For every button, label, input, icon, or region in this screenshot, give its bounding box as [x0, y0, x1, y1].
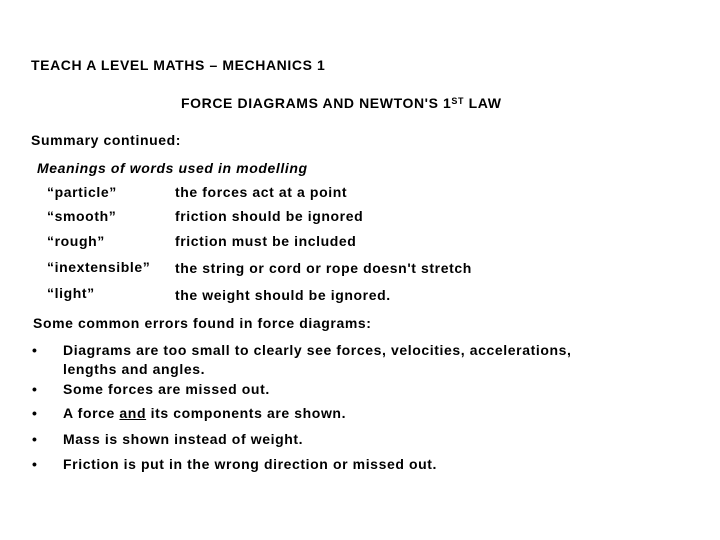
meaning-inextensible: the string or cord or rope doesn't stretch	[175, 260, 472, 276]
term-inextensible: “inextensible”	[47, 259, 151, 275]
error-item-3	[63, 404, 346, 422]
bullet-icon: •	[32, 405, 38, 421]
term-smooth: “smooth”	[47, 208, 117, 224]
meanings-heading: Meanings of words used in modelling	[37, 160, 308, 176]
term-rough: “rough”	[47, 233, 105, 249]
topic-title	[181, 94, 502, 112]
error-item-1: Diagrams are too small to clearly see forces, velocities, accelerations,	[63, 342, 572, 358]
bullet-icon: •	[32, 381, 38, 397]
meaning-light: the weight should be ignored.	[175, 287, 391, 303]
meaning-smooth: friction should be ignored	[175, 208, 364, 224]
term-particle: “particle”	[47, 184, 117, 200]
bullet-icon: •	[32, 342, 38, 358]
course-title: TEACH A LEVEL MATHS – MECHANICS 1	[31, 57, 326, 73]
bullet-icon: •	[32, 456, 38, 472]
meaning-particle: the forces act at a point	[175, 184, 348, 200]
error-item-5: Friction is put in the wrong direction or missed out.	[63, 456, 438, 472]
error-item-3-post: its components are shown.	[146, 405, 347, 421]
error-item-3-pre: A force	[63, 405, 120, 421]
errors-heading: Some common errors found in force diagrams:	[33, 315, 372, 331]
error-item-4: Mass is shown instead of weight.	[63, 431, 304, 447]
meaning-rough: friction must be included	[175, 233, 357, 249]
topic-title-end: LAW	[464, 95, 502, 111]
term-light: “light”	[47, 285, 95, 301]
summary-heading: Summary continued:	[31, 132, 182, 148]
error-item-3-emphasis: and	[119, 405, 147, 421]
topic-title-main: FORCE DIAGRAMS AND NEWTON'S 1	[181, 95, 452, 111]
error-item-2: Some forces are missed out.	[63, 381, 270, 397]
bullet-icon: •	[32, 431, 38, 447]
topic-title-superscript: ST	[451, 96, 465, 106]
error-item-1-cont: lengths and angles.	[63, 361, 206, 377]
